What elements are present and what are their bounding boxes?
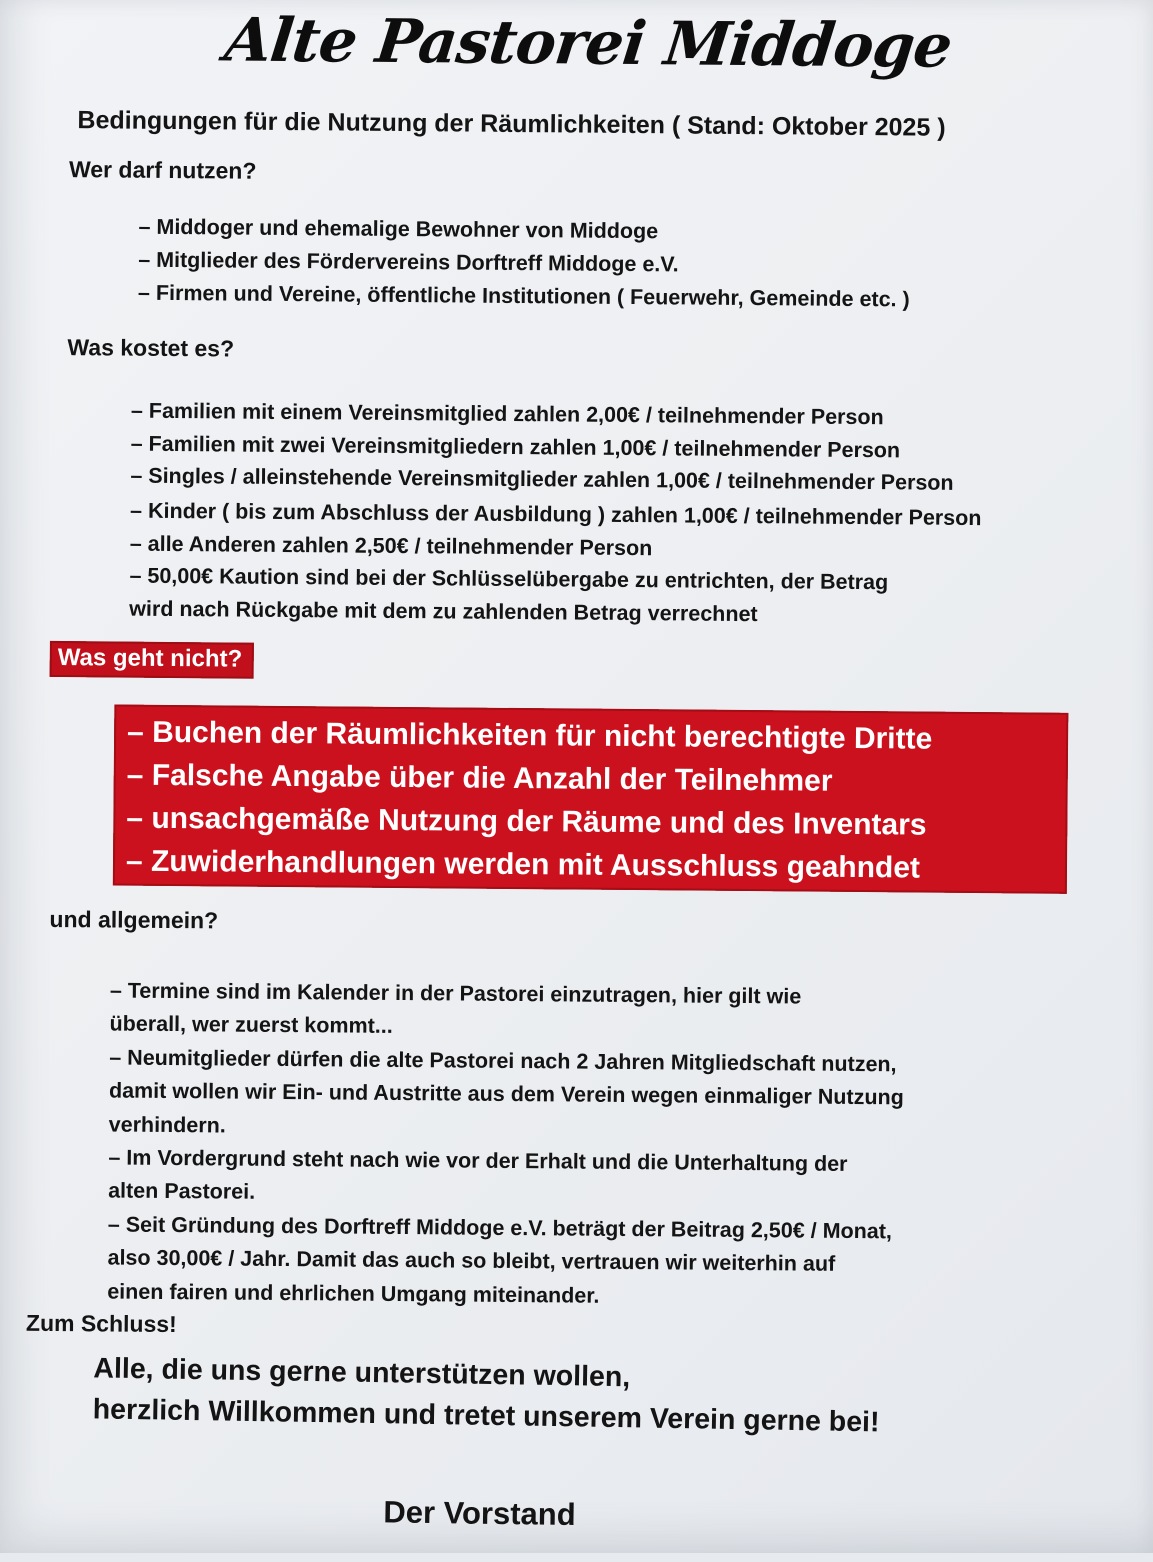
list-line: alten Pastorei. bbox=[108, 1178, 256, 1205]
banner-line: – unsachgemäße Nutzung der Räume und des Inventars bbox=[126, 801, 927, 842]
general-list bbox=[107, 974, 905, 1315]
section-heading-general: und allgemein? bbox=[49, 905, 219, 934]
section-heading-who: Wer darf nutzen? bbox=[68, 156, 257, 184]
section-heading-cost: Was kostet es? bbox=[67, 334, 235, 362]
list-line: damit wollen wir Ein- und Austritte aus dem Verein wegen einmaliger Nutzung bbox=[108, 1078, 904, 1110]
list-line: – Im Vordergrund steht nach wie vor der Erhalt und die Unterhaltung der bbox=[108, 1145, 848, 1176]
list-line: – Middoger und ehemalige Bewohner von Middoge bbox=[138, 214, 659, 244]
list-line: wird nach Rückgabe mit dem zu zahlenden Betrag verrechnet bbox=[129, 596, 758, 626]
list-line: – alle Anderen zahlen 2,50€ / teilnehmender Person bbox=[129, 531, 653, 560]
banner-line: – Buchen der Räumlichkeiten für nicht berechtigte Dritte bbox=[126, 715, 933, 756]
forbidden-heading-banner: Was geht nicht? bbox=[50, 641, 255, 679]
closing-appeal bbox=[92, 1348, 880, 1443]
list-line: – 50,00€ Kaution sind bei der Schlüsselübergabe zu entrichten, der Betrag bbox=[129, 563, 889, 595]
document-title: Alte Pastorei Middoge bbox=[221, 5, 955, 82]
who-list bbox=[138, 211, 911, 317]
list-line: – Neumitglieder dürfen die alte Pastorei nach 2 Jahren Mitgliedschaft nutzen, bbox=[109, 1045, 897, 1077]
list-line: überall, wer zuerst kommt... bbox=[109, 1011, 393, 1039]
list-line: – Mitglieder des Fördervereins Dorftreff Middoge e.V. bbox=[138, 247, 679, 277]
closing-line: herzlich Willkommen und tretet unserem Verein gerne bei! bbox=[92, 1393, 880, 1439]
list-line: – Familien mit einem Vereinsmitglied zahlen 2,00€ / teilnehmender Person bbox=[130, 398, 884, 430]
list-line: einen fairen und ehrlichen Umgang miteinander. bbox=[107, 1279, 600, 1308]
cost-list-group2 bbox=[129, 495, 982, 632]
list-line: – Familien mit zwei Vereinsmitgliedern zahlen 1,00€ / teilnehmender Person bbox=[130, 431, 901, 462]
list-line: – Singles / alleinstehende Vereinsmitglieder zahlen 1,00€ / teilnehmender Person bbox=[130, 463, 954, 495]
forbidden-rules-banner bbox=[113, 704, 1069, 893]
signature: Der Vorstand bbox=[383, 1494, 576, 1533]
list-line: – Termine sind im Kalender in der Pastorei einzutragen, hier gilt wie bbox=[109, 978, 802, 1009]
banner-line: – Falsche Angabe über die Anzahl der Teilnehmer bbox=[126, 758, 833, 798]
list-line: also 30,00€ / Jahr. Damit das auch so bleibt, vertrauen wir weiterhin auf bbox=[107, 1245, 836, 1277]
document-subtitle: Bedingungen für die Nutzung der Räumlichkeiten ( Stand: Oktober 2025 ) bbox=[77, 106, 946, 142]
list-line: – Firmen und Vereine, öffentliche Institutionen ( Feuerwehr, Gemeinde etc. ) bbox=[137, 280, 910, 312]
cost-list-group1 bbox=[130, 395, 954, 500]
section-heading-closing: Zum Schluss! bbox=[25, 1309, 177, 1338]
list-line: – Seit Gründung des Dorftreff Middoge e.V. beträgt der Beitrag 2,50€ / Monat, bbox=[107, 1212, 892, 1244]
banner-line: – Zuwiderhandlungen werden mit Ausschluss geahndet bbox=[125, 844, 921, 885]
list-line: – Kinder ( bis zum Abschluss der Ausbildung ) zahlen 1,00€ / teilnehmender Person bbox=[129, 498, 982, 531]
list-line: verhindern. bbox=[108, 1112, 226, 1138]
closing-line: Alle, die uns gerne unterstützen wollen, bbox=[93, 1352, 631, 1394]
